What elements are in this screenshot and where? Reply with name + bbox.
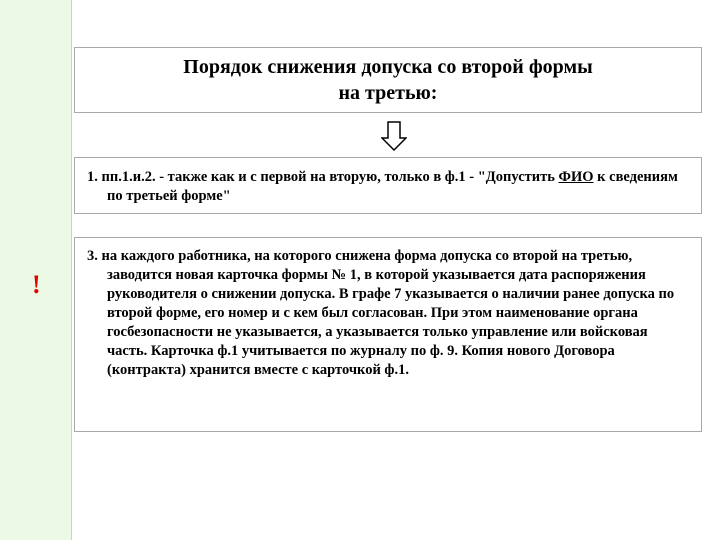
item-1-text-b: к сведениям по третьей форме" bbox=[107, 169, 678, 204]
down-arrow-icon bbox=[381, 121, 407, 151]
slide-title bbox=[74, 47, 702, 113]
item-3-box bbox=[74, 237, 702, 432]
slide-title-text: Порядок снижения допуска со второй формы на третью: bbox=[183, 56, 593, 104]
exclamation-mark: ! bbox=[32, 270, 41, 299]
item-1-text bbox=[87, 168, 691, 206]
item-3-text: 3. на каждого работника, на которого снижена форма допуска со второй на третью, заводится новая карточка формы № 1, в которой указывается дата распоряжения руководителя о снижении допуска. В графе 7 указывается о наличии ранее допуска по второй форме, его номер и с кем был согласован. При этом наименование органа госбезопасности не указывается, а указывается только управление или войсковая часть. Карточка ф.1 учитывается по журналу по ф. 9. Копия нового Договора (контракта) хранится вместе с карточкой ф.1. bbox=[87, 248, 675, 378]
item-1-text-a: 1. пп.1.и.2. - также как и с первой на вторую, только в ф.1 - "Допустить bbox=[87, 169, 559, 185]
item-1-underlined: ФИО bbox=[558, 169, 594, 185]
item-1-box bbox=[74, 157, 702, 214]
